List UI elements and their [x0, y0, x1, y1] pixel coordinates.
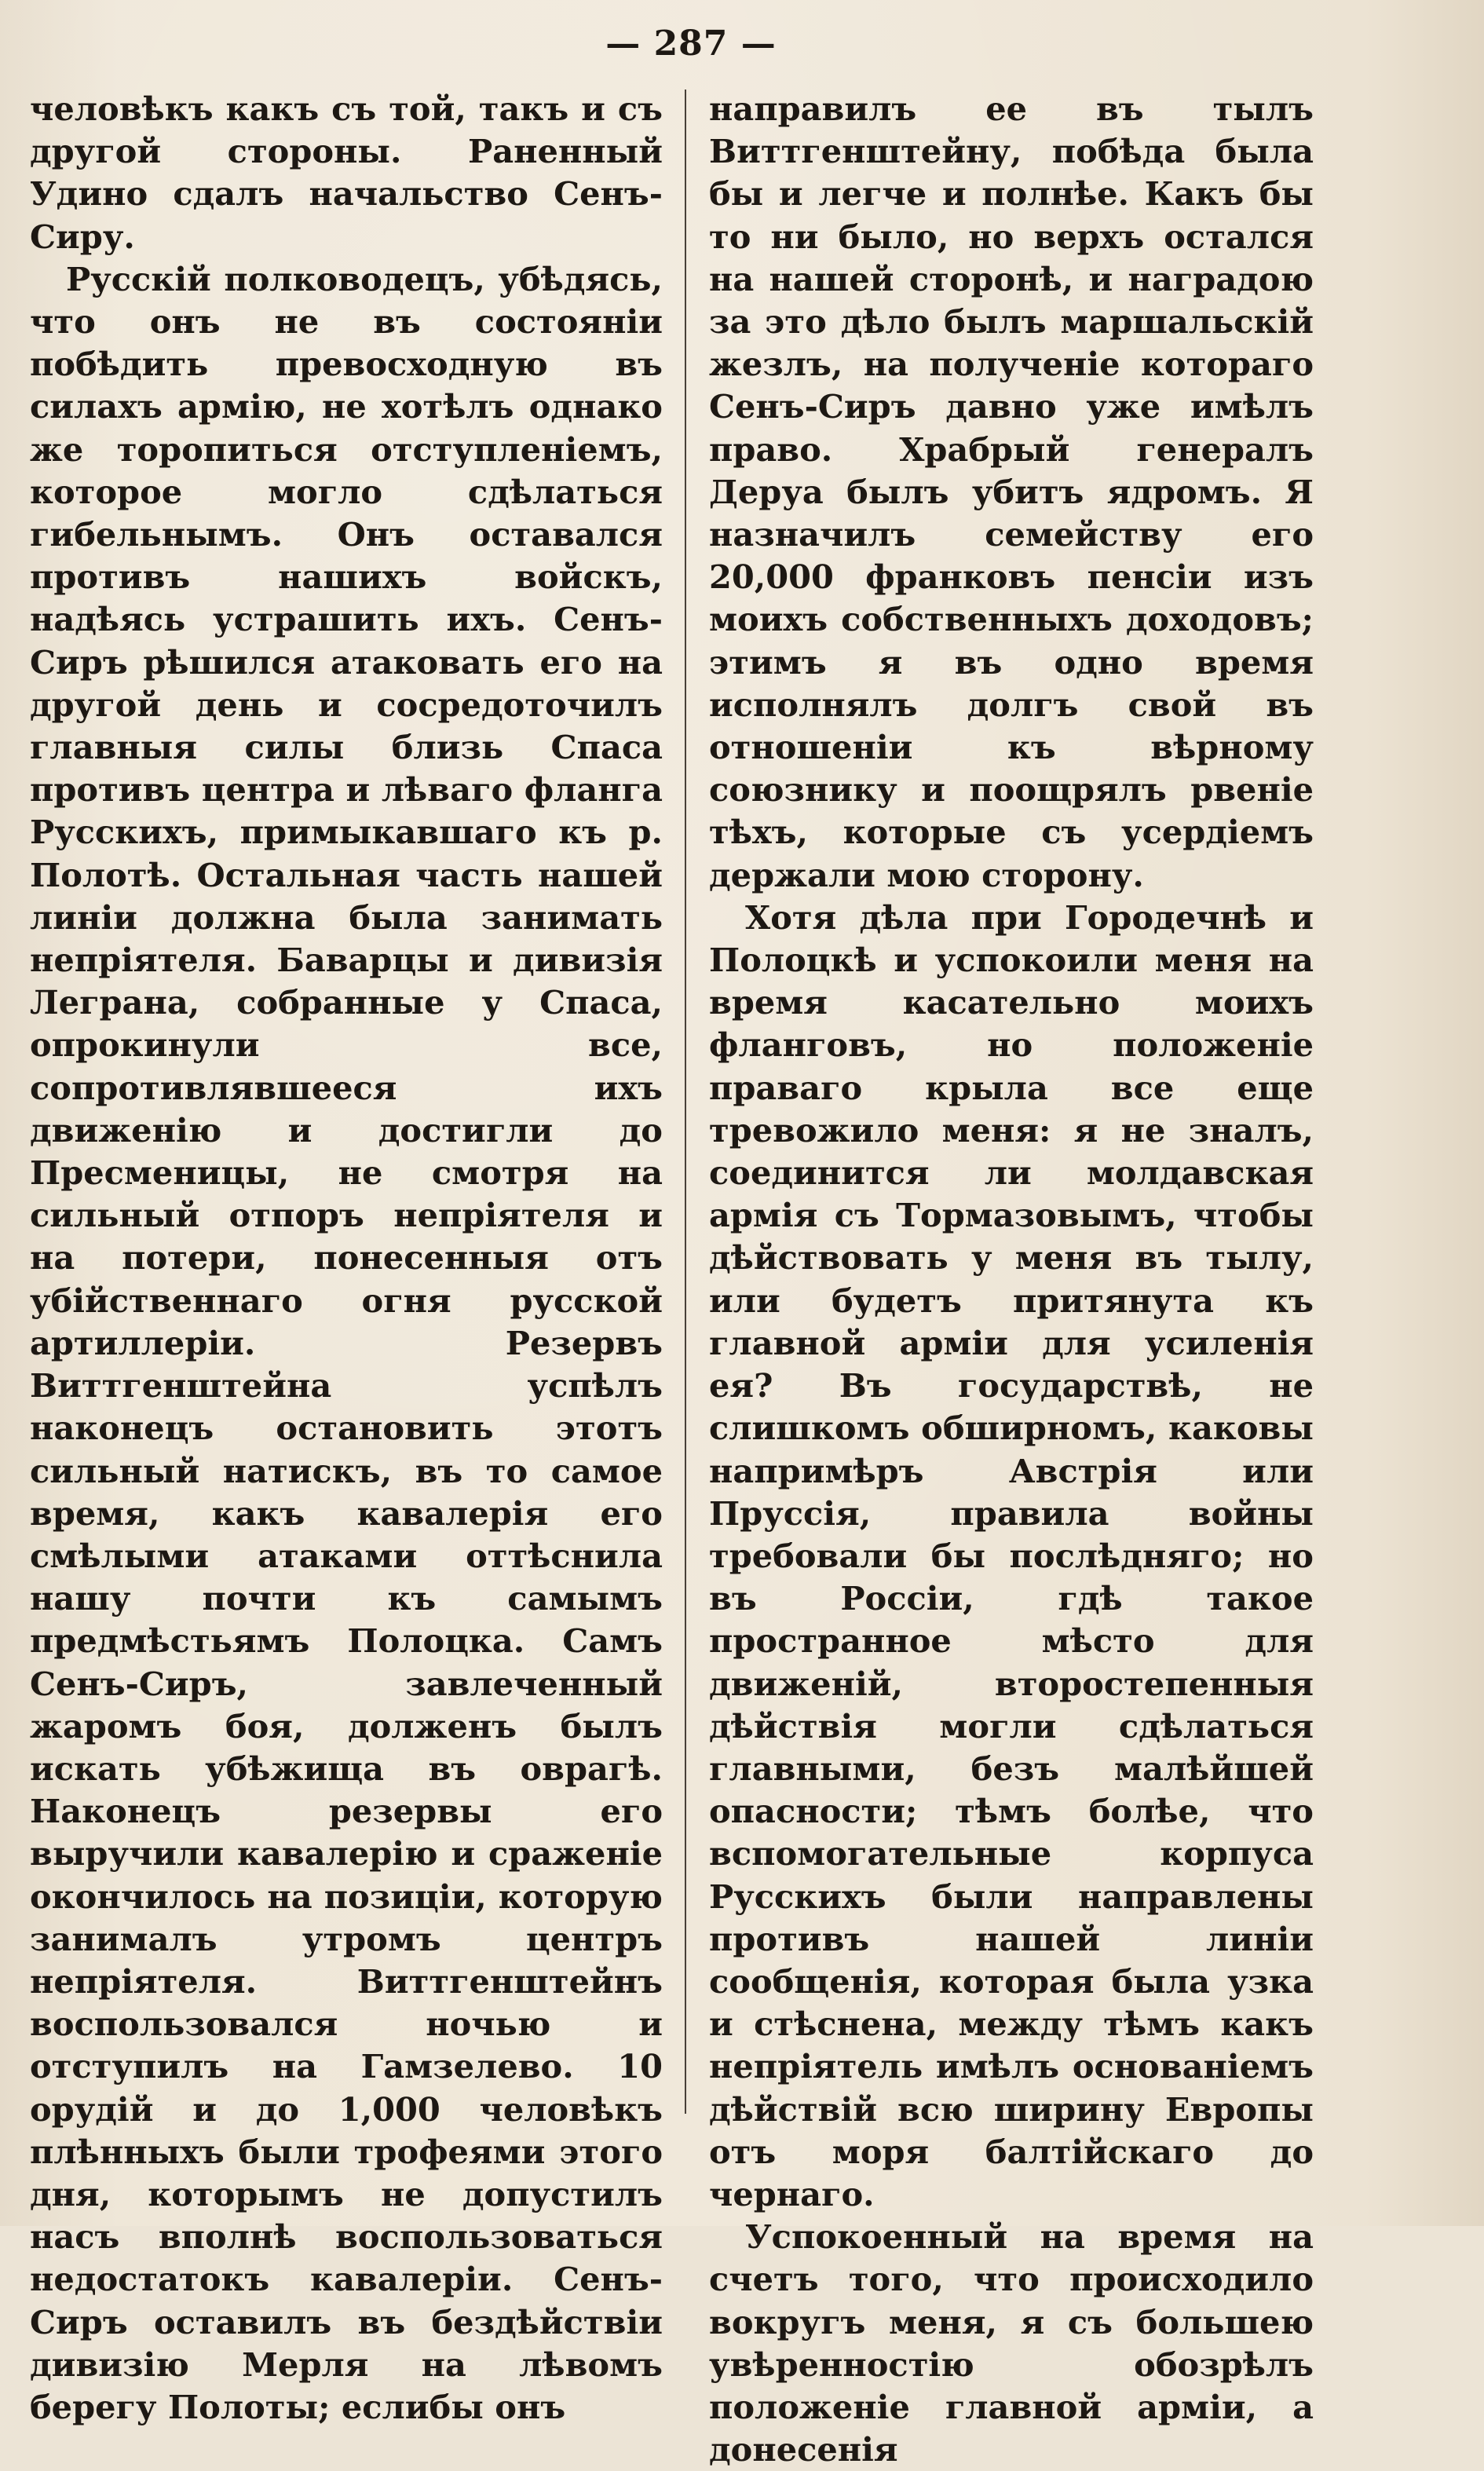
- right-paragraph-1: направилъ ее въ тылъ Виттгенштейну, побѣда была бы и легче и полнѣе. Какъ бы то ни было, но верхъ остался на нашей сторонѣ, и наградою за это дѣло былъ маршальскій жезлъ, на полученіе котораго Сенъ-Сиръ давно уже имѣлъ право. Храбрый генералъ Деруа былъ убитъ ядромъ. Я назначилъ семейству его 20,000 франковъ пенсіи изъ моихъ собственныхъ доходовъ; этимъ я въ одно время исполнялъ долгъ свой въ отношеніи къ вѣрному союзнику и поощрялъ рвеніе тѣхъ, которые съ усердіемъ держали мою сторону.: [709, 90, 1314, 894]
- right-paragraph-3: Успокоенный на время на счетъ того, что происходило вокругъ меня, я съ большею увѣренностію обозрѣлъ положеніе главной арміи, а донесенія: [709, 2217, 1314, 2469]
- left-paragraph-1: человѣкъ какъ съ той, такъ и съ другой стороны. Раненный Удино сдалъ начальство Сенъ-Сиру.: [30, 90, 663, 256]
- right-column: [709, 88, 1314, 2469]
- right-paragraph-2: Хотя дѣла при Городечнѣ и Полоцкѣ и успокоили меня на время касательно моихъ фланговъ, но положеніе праваго крыла все еще тревожило меня: я не зналъ, соединится ли молдавская армія съ Тормазовымъ, чтобы дѣйствовать у меня въ тылу, или будетъ притянута къ главной арміи для усиленія ея? Въ государствѣ, не слишкомъ обширномъ, каковы напримѣръ Австрія или Пруссія, правила войны требовали бы послѣдняго; но въ Россіи, гдѣ такое пространное мѣсто для движеній, второстепенныя дѣйствія могли сдѣлаться главными, безъ малѣйшей опасности; тѣмъ болѣе, что вспомогательные корпуса Русскихъ были направлены противъ нашей линіи сообщенія, которая была узка и стѣснена, между тѣмъ какъ непріятель имѣлъ основаніемъ дѣйствій всю ширину Европы отъ моря балтійскаго до чернаго.: [709, 897, 1314, 2213]
- page-number: — 287 —: [605, 24, 777, 64]
- column-divider: [685, 90, 686, 2114]
- left-paragraph-2: Русскій полководецъ, убѣдясь, что онъ не въ состояніи побѣдить превосходную въ силахъ армію, не хотѣлъ однако же торопиться отступленіемъ, которое могло сдѣлаться гибельнымъ. Онъ оставался противъ нашихъ войскъ, надѣясь устрашить ихъ. Сенъ-Сиръ рѣшился атаковать его на другой день и сосредоточилъ главныя силы близь Спаса противъ центра и лѣваго фланга Русскихъ, примыкавшаго къ р. Полотѣ. Остальная часть нашей линіи должна была занимать непріятеля. Баварцы и дивизія Леграна, собранные у Спаса, опрокинули все, сопротивлявшееся ихъ движенію и достигли до Пресменицы, не смотря на сильный отпоръ непріятеля и на потери, понесенныя отъ убійственнаго огня русской артиллеріи. Резервъ Виттгенштейна успѣлъ наконецъ остановить этотъ сильный натискъ, въ то самое время, какъ кавалерія его смѣлыми атаками оттѣснила нашу почти къ самымъ предмѣстьямъ Полоцка. Самъ Сенъ-Сиръ, завлеченный жаромъ боя, долженъ былъ искать убѣжища въ оврагѣ. Наконецъ резервы его выручили кавалерію и сраженіе окончилось на позиціи, которую занималъ утромъ центръ непріятеля. Виттгенштейнъ воспользовался ночью и отступилъ на Гамзелево. 10 орудій и до 1,000 человѣкъ плѣнныхъ были трофеями этого дня, которымъ не допустилъ насъ вполнѣ воспользоваться недостатокъ кавалеріи. Сенъ-Сиръ оставилъ въ бездѣйствіи дивизію Мерля на лѣвомъ берегу Полоты; еслибы онъ: [30, 259, 663, 2426]
- left-column: [30, 88, 663, 2426]
